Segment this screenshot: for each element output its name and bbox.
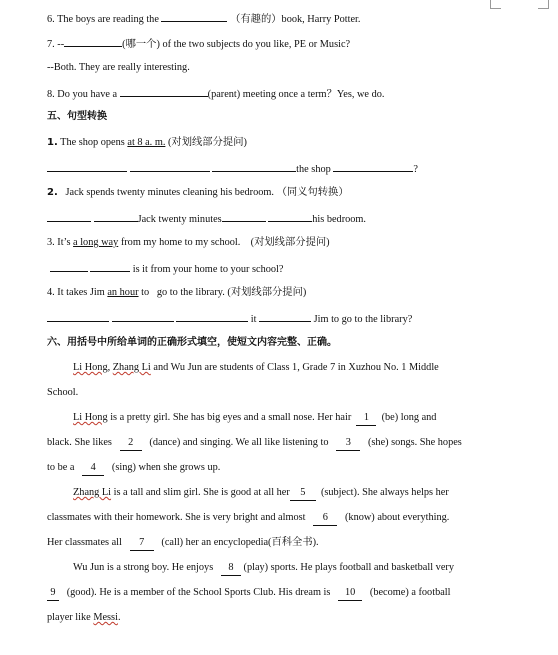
- answer-blank-9[interactable]: 9: [47, 586, 59, 601]
- answer-blank-4[interactable]: 4: [82, 461, 104, 476]
- answer-blank[interactable]: [47, 311, 109, 322]
- sentence-4-answer: [47, 311, 412, 327]
- q6-text: （有趣的）book, Harry Potter.: [230, 14, 361, 25]
- passage-line: [73, 361, 439, 375]
- passage-text: is a tall and slim girl. She is good at all her: [113, 487, 290, 498]
- passage-line: [47, 436, 462, 451]
- q8-text: 8. Do you have a: [47, 89, 118, 100]
- answer-blank[interactable]: [212, 161, 296, 172]
- passage-text: (subject). She always helps her: [320, 487, 449, 498]
- q8-text: (parent) meeting once a term？Yes, we do.: [207, 89, 385, 100]
- name-text: Li Hong: [73, 362, 108, 373]
- passage-text: black. She likes: [47, 437, 112, 448]
- name-text: Zhang Li: [73, 487, 112, 498]
- item-number: 2.: [47, 187, 58, 198]
- instruction-text: (对划线部分提问): [250, 237, 330, 248]
- sentence-1-answer: [47, 161, 418, 177]
- passage-text: (be) long and: [381, 412, 437, 423]
- answer-blank-2[interactable]: 2: [120, 436, 142, 451]
- answer-blank[interactable]: [94, 211, 138, 222]
- name-text: Messi: [93, 612, 118, 623]
- period-text: .: [117, 612, 121, 623]
- s2b-text: his bedroom.: [312, 214, 367, 225]
- passage-line: [47, 461, 220, 476]
- q6-text: 6. The boys are reading the: [47, 14, 159, 25]
- passage-line: [73, 486, 449, 501]
- underlined-phrase: a long way: [73, 237, 119, 248]
- s4-text: to: [141, 287, 150, 298]
- passage-line: [47, 536, 319, 551]
- passage-text: (call) her an encyclopedia(百科全书).: [161, 537, 319, 548]
- answer-blank[interactable]: [90, 261, 130, 272]
- s2b-text: Jack twenty minutes: [137, 214, 222, 225]
- comma-text: ,: [107, 362, 111, 373]
- s4-text: go to the library. (对划线部分提问): [156, 287, 307, 298]
- question-7-response: --Both. They are really interesting.: [47, 62, 190, 73]
- name-text: Li Hong: [73, 412, 108, 423]
- q7-text: (哪一个) of the two subjects do you like, PE or Music?: [122, 39, 351, 50]
- s1b-text: ?: [413, 164, 418, 175]
- passage-text: player like: [47, 612, 91, 623]
- instruction-text: (对划线部分提问): [167, 137, 247, 148]
- q7-text: 7. --: [47, 39, 65, 50]
- s1b-text: the shop: [296, 164, 331, 175]
- answer-blank[interactable]: [120, 86, 208, 97]
- s3b-text: is it from your home to your school?: [132, 264, 284, 275]
- passage-text: (good). He is a member of the School Sports Club. His dream is: [66, 587, 331, 598]
- answer-blank[interactable]: [176, 311, 248, 322]
- question-7: [47, 36, 350, 52]
- passage-line: [47, 586, 451, 601]
- s4-text: 4. It takes Jim: [47, 287, 105, 298]
- answer-blank[interactable]: [268, 211, 312, 222]
- underlined-phrase: an hour: [107, 287, 139, 298]
- answer-blank-7[interactable]: 7: [130, 536, 154, 551]
- answer-blank[interactable]: [259, 311, 311, 322]
- answer-blank-8[interactable]: 8: [221, 561, 241, 576]
- sentence-4: [47, 286, 306, 300]
- answer-blank[interactable]: [50, 261, 88, 272]
- passage-text: (become) a football: [369, 587, 451, 598]
- answer-blank[interactable]: [47, 211, 91, 222]
- name-text: Zhang Li: [112, 362, 151, 373]
- passage-text: Wu Jun is a strong boy. He enjoys: [73, 562, 214, 573]
- question-8: [47, 86, 384, 102]
- answer-blank[interactable]: [64, 36, 122, 47]
- answer-blank[interactable]: [333, 161, 413, 172]
- answer-blank[interactable]: [161, 11, 227, 22]
- instruction-text: （同义句转换）: [276, 187, 349, 198]
- passage-line: [73, 561, 454, 576]
- s1-text: The shop opens: [60, 137, 125, 148]
- passage-text: is a pretty girl. She has big eyes and a small nose. Her hair: [110, 412, 352, 423]
- passage-text: (know) about everything.: [345, 512, 450, 523]
- answer-blank[interactable]: [112, 311, 174, 322]
- answer-blank[interactable]: [130, 161, 210, 172]
- passage-text: (dance) and singing. We all like listening to: [149, 437, 329, 448]
- sentence-3: [47, 236, 330, 250]
- passage-text: to be a: [47, 462, 75, 473]
- s3-text: 3. It’s: [47, 237, 71, 248]
- answer-blank[interactable]: [47, 161, 127, 172]
- answer-blank-1[interactable]: 1: [356, 411, 376, 426]
- s2-text: Jack spends twenty minutes cleaning his bedroom.: [65, 187, 274, 198]
- answer-blank-10[interactable]: 10: [338, 586, 362, 601]
- section-5-heading: 五、句型转换: [47, 111, 107, 122]
- answer-blank-3[interactable]: 3: [336, 436, 360, 451]
- sentence-2: [47, 186, 349, 200]
- passage-line: [47, 511, 449, 526]
- s4b-text: Jim to go to the library?: [313, 314, 413, 325]
- passage-text: classmates with their homework. She is very bright and almost: [47, 512, 306, 523]
- answer-blank-5[interactable]: 5: [290, 486, 316, 501]
- answer-blank[interactable]: [222, 211, 266, 222]
- s4b-text: it: [250, 314, 257, 325]
- page-corner-mark: [538, 0, 549, 9]
- passage-text: (sing) when she grows up.: [111, 462, 221, 473]
- page-corner-mark: [490, 0, 501, 9]
- sentence-2-answer: [47, 211, 366, 227]
- sentence-1: [47, 136, 247, 150]
- passage-line: [47, 611, 121, 625]
- answer-blank-6[interactable]: 6: [313, 511, 337, 526]
- passage-text: and Wu Jun are students of Class 1, Grade 7 in Xuzhou No. 1 Middle: [153, 362, 439, 373]
- underlined-phrase: at 8 a. m.: [127, 137, 166, 148]
- item-number: 1.: [47, 137, 58, 148]
- passage-text: (play) sports. He plays football and basketball very: [243, 562, 454, 573]
- question-6: [47, 11, 360, 27]
- section-6-heading: 六、用括号中所给单词的正确形式填空，使短文内容完整、正确。: [47, 337, 337, 348]
- passage-text: (she) songs. She hopes: [368, 437, 462, 448]
- passage-line: School.: [47, 387, 79, 398]
- passage-text: Her classmates all: [47, 537, 122, 548]
- passage-line: [73, 411, 436, 426]
- s3-text: from my home to my school.: [120, 237, 241, 248]
- sentence-3-answer: [47, 261, 283, 277]
